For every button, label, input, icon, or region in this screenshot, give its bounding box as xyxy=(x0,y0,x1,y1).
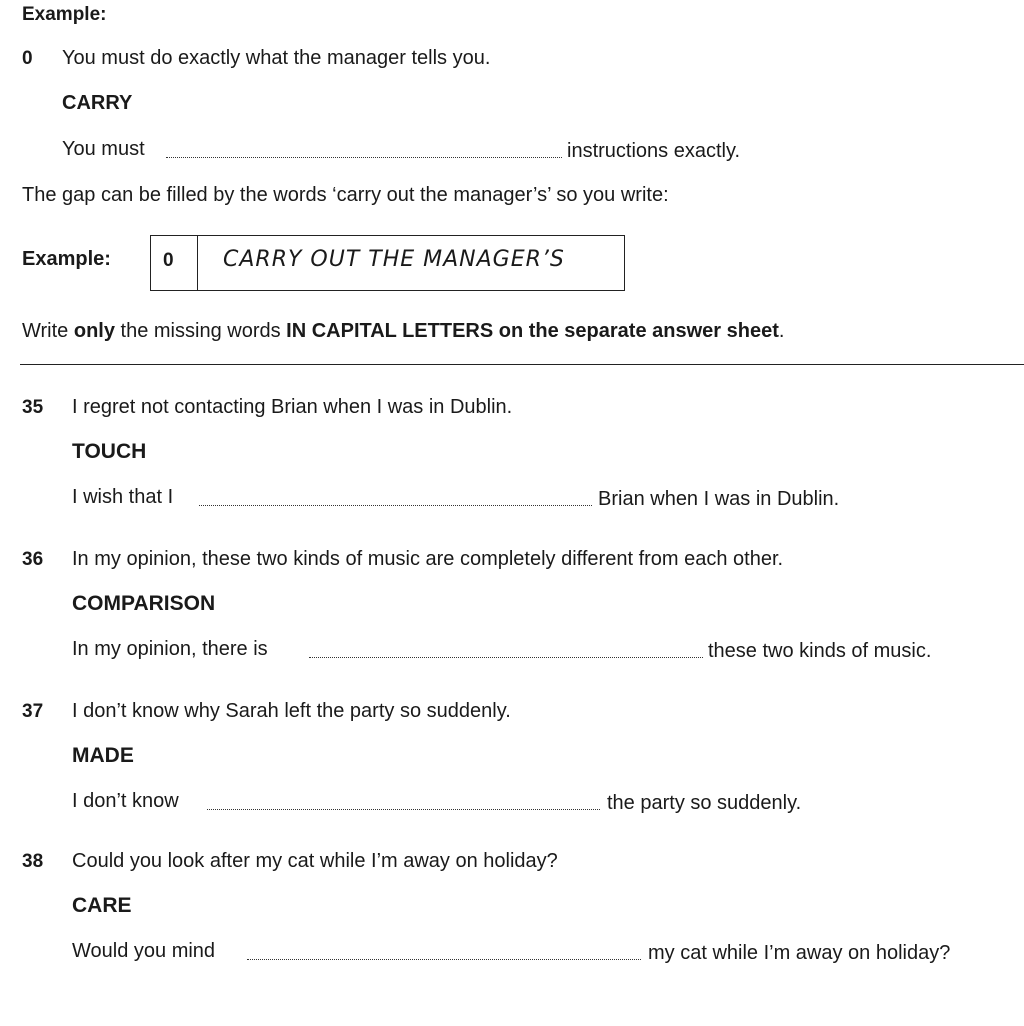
instruction-part4: IN CAPITAL LETTERS on the separate answer sheet xyxy=(286,320,779,342)
question-38-gap-after: my cat while I’m away on holiday? xyxy=(648,942,951,964)
question-35-keyword: TOUCH xyxy=(72,440,147,463)
question-36-keyword: COMPARISON xyxy=(72,592,216,615)
question-37-keyword: MADE xyxy=(72,744,134,767)
question-37-number: 37 xyxy=(22,701,44,722)
example-box-answer: CARRY OUT THE MANAGER’S xyxy=(223,247,565,272)
example-gap-line xyxy=(166,157,562,158)
question-36-sentence: In my opinion, these two kinds of music are completely different from each other. xyxy=(72,548,784,570)
question-36-gap-after: these two kinds of music. xyxy=(708,640,932,662)
question-38-keyword: CARE xyxy=(72,894,132,917)
example-number: 0 xyxy=(22,48,33,69)
question-38-gap-before: Would you mind xyxy=(72,940,216,962)
example-answer-box xyxy=(150,235,625,291)
question-36-gap-line[interactable] xyxy=(309,657,703,658)
instruction-part2: only xyxy=(73,320,115,342)
question-38-gap-line[interactable] xyxy=(247,959,641,960)
example-heading: Example: xyxy=(22,4,107,25)
example-box-number: 0 xyxy=(163,250,174,271)
instruction-part5: . xyxy=(778,320,785,342)
example-box-divider xyxy=(197,236,198,290)
question-38-sentence: Could you look after my cat while I’m away on holiday? xyxy=(72,850,558,872)
question-35-sentence: I regret not contacting Brian when I was in Dublin. xyxy=(72,396,513,418)
question-36-number: 36 xyxy=(22,549,44,570)
question-37-gap-line[interactable] xyxy=(207,809,600,810)
question-37-gap-after: the party so suddenly. xyxy=(607,792,802,814)
example-box-label: Example: xyxy=(22,248,111,270)
instruction-part1: Write xyxy=(22,320,74,342)
example-sentence: You must do exactly what the manager tells you. xyxy=(62,47,491,69)
question-36-gap-before: In my opinion, there is xyxy=(72,638,268,660)
instruction-part3: the missing words xyxy=(114,320,287,342)
question-37-sentence: I don’t know why Sarah left the party so suddenly. xyxy=(72,700,511,722)
question-35-gap-after: Brian when I was in Dublin. xyxy=(598,488,840,510)
example-explanation: The gap can be filled by the words ‘carry out the manager’s’ so you write: xyxy=(22,184,669,206)
example-gap-before: You must xyxy=(62,138,145,160)
example-keyword: CARRY xyxy=(62,92,133,114)
instruction-line xyxy=(22,320,784,343)
example-gap-after: instructions exactly. xyxy=(567,140,741,162)
question-37-gap-before: I don’t know xyxy=(72,790,179,812)
question-35-number: 35 xyxy=(22,397,44,418)
section-divider xyxy=(20,364,1024,365)
question-35-gap-before: I wish that I xyxy=(72,486,174,508)
question-38-number: 38 xyxy=(22,851,44,872)
question-35-gap-line[interactable] xyxy=(199,505,592,506)
